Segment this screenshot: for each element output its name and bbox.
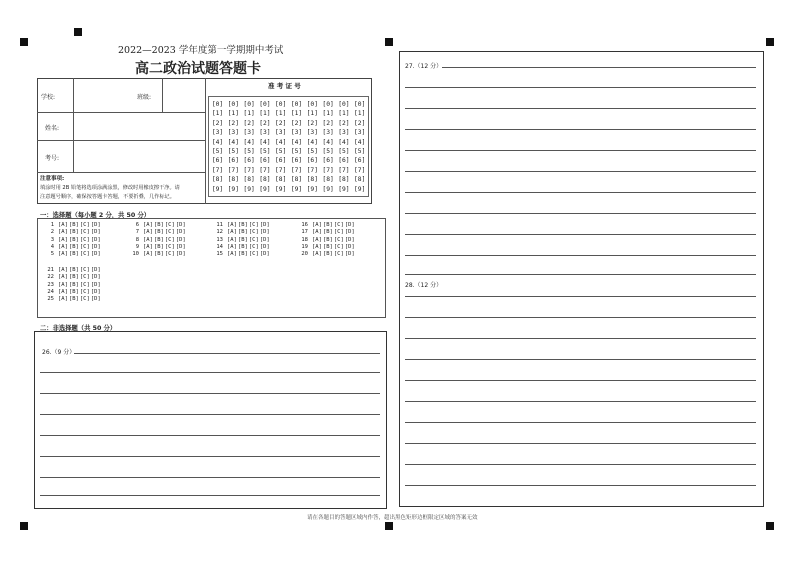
exam-id-digit-bubble[interactable]: [4]	[243, 138, 255, 146]
school-label: 学校:	[41, 94, 56, 101]
choice-row	[129, 222, 187, 229]
choice-bubble[interactable]: [B]	[153, 222, 164, 228]
exam-id-column	[226, 100, 241, 194]
choice-bubble[interactable]: [D]	[259, 222, 270, 228]
exam-id-digit-bubble[interactable]: [3]	[227, 129, 239, 137]
q27-q28-answer-box	[399, 51, 764, 507]
choice-bubble[interactable]: [A]	[312, 243, 322, 250]
exam-id-digit-bubble[interactable]: [6]	[259, 157, 271, 165]
choice-bubble[interactable]: [B]	[237, 236, 248, 243]
choice-bubble[interactable]: [D]	[344, 222, 355, 228]
exam-id-digit-bubble[interactable]: [3]	[243, 129, 255, 137]
choice-row	[213, 237, 271, 244]
choice-row	[213, 229, 271, 236]
choice-bubble[interactable]: [C]	[333, 243, 344, 250]
school-field[interactable]	[75, 80, 135, 110]
choice-row	[129, 251, 187, 258]
exam-id-digit-bubble[interactable]: [5]	[243, 148, 255, 156]
choice-bubble[interactable]: [D]	[90, 229, 101, 236]
exam-id-digit-bubble[interactable]: [8]	[243, 176, 255, 184]
choice-bubble[interactable]: [D]	[175, 222, 186, 228]
question-number: 7	[135, 229, 139, 236]
choice-bubble[interactable]: [A]	[58, 288, 68, 295]
choice-bubble[interactable]: [C]	[164, 243, 175, 250]
exam-id-digit-bubble[interactable]: [3]	[354, 129, 366, 137]
choice-bubble[interactable]: [D]	[90, 222, 101, 228]
exam-id-digit-bubble[interactable]: [8]	[259, 176, 271, 184]
exam-id-digit-bubble[interactable]: [9]	[259, 185, 271, 193]
notice-line: 填涂时用 2B 铅笔将选项涂满涂黑，修改时用橡皮擦干净。请	[40, 185, 180, 191]
question-number: 14	[216, 243, 223, 250]
choice-bubble[interactable]: [A]	[227, 229, 237, 236]
choice-bubble[interactable]: [D]	[90, 251, 101, 258]
choice-bubble[interactable]: [A]	[312, 251, 322, 258]
choice-row	[129, 237, 187, 244]
choice-bubble[interactable]: [B]	[153, 251, 164, 258]
exam-id-digit-bubble[interactable]: [0]	[227, 101, 239, 108]
exam-id-digit-bubble[interactable]: [4]	[211, 138, 224, 146]
choice-bubble[interactable]: [A]	[143, 236, 153, 243]
exam-id-digit-bubble[interactable]: [3]	[306, 129, 318, 137]
choice-bubble[interactable]: [C]	[333, 251, 344, 258]
exam-id-digit-bubble[interactable]: [3]	[275, 129, 287, 137]
exam-id-digit-bubble[interactable]: [9]	[354, 185, 366, 193]
choice-bubble[interactable]: [D]	[90, 236, 101, 243]
class-field[interactable]	[164, 80, 202, 110]
exam-id-digit-bubble[interactable]: [3]	[322, 129, 334, 137]
exam-id-digit-bubble[interactable]: [4]	[354, 138, 366, 146]
exam-id-digit-bubble[interactable]: [2]	[322, 119, 334, 127]
exam-id-digit-bubble[interactable]: [8]	[211, 176, 224, 184]
question-number: 25	[47, 296, 54, 303]
footer-note: 请在各题目的答题区域内作答，超出黑色矩形边框限定区域的答案无效	[307, 515, 478, 521]
alignment-mark	[74, 28, 82, 36]
choice-bubble[interactable]: [B]	[322, 236, 333, 243]
choice-bubble[interactable]: [C]	[79, 222, 90, 228]
exam-id-digit-bubble[interactable]: [0]	[290, 101, 303, 108]
exam-number-field[interactable]	[75, 142, 203, 170]
choice-bubble[interactable]: [D]	[90, 274, 101, 281]
exam-id-digit-bubble[interactable]: [9]	[275, 185, 287, 193]
choice-group	[44, 222, 102, 258]
exam-id-digit-bubble[interactable]: [8]	[338, 176, 350, 184]
choice-bubble[interactable]: [B]	[153, 243, 164, 250]
choice-bubble[interactable]: [C]	[79, 274, 90, 281]
exam-id-digit-bubble[interactable]: [7]	[259, 166, 271, 174]
exam-id-digit-bubble[interactable]: [6]	[227, 157, 239, 165]
alignment-mark	[766, 38, 774, 46]
choice-bubble[interactable]: [C]	[79, 229, 90, 236]
choice-bubble[interactable]: [A]	[58, 229, 68, 236]
question-number: 5	[50, 251, 54, 258]
choice-row	[44, 289, 102, 296]
choice-bubble[interactable]: [D]	[90, 243, 101, 250]
choice-bubble[interactable]: [B]	[322, 222, 333, 228]
question-number: 13	[216, 236, 223, 243]
exam-id-digit-bubble[interactable]: [0]	[338, 101, 350, 108]
exam-id-digit-bubble[interactable]: [7]	[227, 166, 239, 174]
class-label: 班级:	[137, 94, 152, 101]
choice-row	[44, 251, 102, 258]
q26-first-line	[74, 353, 380, 354]
question-number: 17	[301, 229, 308, 236]
exam-id-digit-bubble[interactable]: [4]	[306, 138, 318, 146]
choice-bubble[interactable]: [C]	[333, 222, 344, 228]
choice-bubble[interactable]: [D]	[344, 236, 355, 243]
exam-id-digit-bubble[interactable]: [7]	[306, 166, 318, 174]
choice-bubble[interactable]: [B]	[68, 267, 79, 273]
choice-bubble[interactable]: [B]	[322, 251, 333, 258]
choice-bubble[interactable]: [A]	[58, 243, 68, 250]
exam-id-digit-bubble[interactable]: [9]	[322, 185, 334, 193]
notice-line: 注意题号顺序，確保按答题卡答题，不要折叠，几作标记。	[40, 194, 175, 200]
question-number: 24	[47, 288, 54, 295]
choice-bubble[interactable]: [B]	[68, 281, 79, 288]
question-number: 22	[47, 274, 54, 281]
choice-bubble[interactable]: [A]	[227, 222, 237, 228]
exam-id-digit-bubble[interactable]: [1]	[275, 110, 287, 118]
exam-id-digit-bubble[interactable]: [4]	[290, 138, 303, 146]
choice-bubble[interactable]: [D]	[90, 267, 101, 273]
choice-row	[44, 296, 102, 303]
choice-bubble[interactable]: [D]	[259, 236, 270, 243]
exam-id-digit-bubble[interactable]: [9]	[227, 185, 239, 193]
name-label: 姓名:	[45, 125, 60, 132]
exam-id-digit-bubble[interactable]: [9]	[306, 185, 318, 193]
choice-bubble[interactable]: [B]	[68, 229, 79, 236]
alignment-mark	[766, 522, 774, 530]
exam-id-digit-bubble[interactable]: [6]	[290, 157, 303, 165]
choice-row	[129, 244, 187, 251]
choice-bubble[interactable]: [A]	[58, 222, 68, 228]
exam-id-digit-bubble[interactable]: [7]	[243, 166, 255, 174]
exam-id-digit-bubble[interactable]: [1]	[227, 110, 239, 118]
exam-id-digit-bubble[interactable]: [8]	[354, 176, 366, 184]
choice-row	[44, 237, 102, 244]
choice-bubble[interactable]: [C]	[79, 296, 90, 303]
choice-bubble[interactable]: [C]	[248, 251, 259, 258]
choice-row	[298, 229, 356, 236]
choice-bubble[interactable]: [A]	[227, 236, 237, 243]
exam-id-digit-bubble[interactable]: [1]	[290, 110, 303, 118]
section2-title: 二：非选择题（共 50 分）	[40, 325, 117, 332]
exam-id-digit-bubble[interactable]: [4]	[227, 138, 239, 146]
q28-label: 28.（12 分）	[405, 282, 443, 289]
question-number: 12	[216, 229, 223, 236]
choice-bubble[interactable]: [B]	[153, 229, 164, 236]
exam-id-digit-bubble[interactable]: [1]	[243, 110, 255, 118]
exam-id-digit-bubble[interactable]: [4]	[275, 138, 287, 146]
choice-bubble[interactable]: [A]	[227, 251, 237, 258]
exam-id-digit-bubble[interactable]: [0]	[211, 101, 224, 108]
page-title: 高二政治试题答题卡	[135, 61, 261, 77]
choice-row	[213, 244, 271, 251]
choice-bubble[interactable]: [D]	[90, 288, 101, 295]
exam-id-digit-bubble[interactable]: [2]	[243, 119, 255, 127]
exam-id-digit-bubble[interactable]: [4]	[338, 138, 350, 146]
exam-id-digit-bubble[interactable]: [7]	[322, 166, 334, 174]
exam-id-digit-bubble[interactable]: [5]	[259, 148, 271, 156]
exam-id-digit-bubble[interactable]: [6]	[211, 157, 224, 165]
choice-bubble[interactable]: [C]	[248, 243, 259, 250]
q26-label: 26.（9 分）	[42, 349, 76, 356]
alignment-mark	[20, 522, 28, 530]
exam-id-column	[242, 100, 257, 194]
exam-id-digit-bubble[interactable]: [1]	[354, 110, 366, 118]
choice-group	[298, 222, 356, 258]
choice-bubble[interactable]: [A]	[58, 267, 68, 273]
question-number: 20	[301, 251, 308, 258]
choice-bubble[interactable]: [B]	[68, 274, 79, 281]
choice-bubble[interactable]: [C]	[164, 236, 175, 243]
exam-id-digit-bubble[interactable]: [0]	[243, 101, 255, 108]
choice-bubble[interactable]: [A]	[58, 281, 68, 288]
exam-id-column	[273, 100, 288, 194]
choice-bubble[interactable]: [B]	[68, 251, 79, 258]
choice-bubble[interactable]: [D]	[344, 229, 355, 236]
alignment-mark	[20, 38, 28, 46]
alignment-mark	[385, 38, 393, 46]
choice-bubble[interactable]: [A]	[58, 236, 68, 243]
choice-bubble[interactable]: [A]	[227, 243, 237, 250]
exam-id-digit-bubble[interactable]: [1]	[338, 110, 350, 118]
choice-bubble[interactable]: [B]	[237, 243, 248, 250]
question-number: 21	[47, 267, 54, 273]
exam-id-column	[257, 100, 272, 194]
exam-id-digit-bubble[interactable]: [5]	[322, 148, 334, 156]
exam-id-digit-bubble[interactable]: [3]	[338, 129, 350, 137]
exam-id-column	[210, 100, 225, 194]
choice-bubble[interactable]: [A]	[58, 274, 68, 281]
choice-bubble[interactable]: [A]	[312, 236, 322, 243]
question-number: 23	[47, 281, 54, 288]
exam-id-digit-bubble[interactable]: [6]	[354, 157, 366, 165]
choice-bubble[interactable]: [D]	[259, 243, 270, 250]
choice-bubble[interactable]: [C]	[248, 222, 259, 228]
exam-id-digit-bubble[interactable]: [9]	[211, 185, 224, 193]
choice-row	[298, 237, 356, 244]
question-number: 3	[50, 236, 54, 243]
choice-row	[44, 229, 102, 236]
exam-id-digit-bubble[interactable]: [8]	[306, 176, 318, 184]
choice-bubble[interactable]: [A]	[58, 296, 68, 303]
exam-id-digit-bubble[interactable]: [9]	[290, 185, 303, 193]
choice-bubble[interactable]: [C]	[248, 229, 259, 236]
exam-id-column	[289, 100, 304, 194]
question-number: 4	[50, 243, 54, 250]
choice-bubble[interactable]: [C]	[164, 251, 175, 258]
exam-id-digit-bubble[interactable]: [8]	[227, 176, 239, 184]
choice-bubble[interactable]: [A]	[58, 251, 68, 258]
choice-bubble[interactable]: [B]	[68, 296, 79, 303]
question-number: 6	[135, 222, 139, 228]
choice-bubble[interactable]: [D]	[175, 236, 186, 243]
choice-bubble[interactable]: [A]	[312, 229, 322, 236]
exam-id-digit-bubble[interactable]: [7]	[211, 166, 224, 174]
choice-bubble[interactable]: [C]	[333, 236, 344, 243]
exam-id-column	[336, 100, 351, 194]
exam-id-digit-bubble[interactable]: [1]	[259, 110, 271, 118]
exam-id-digit-bubble[interactable]: [2]	[306, 119, 318, 127]
choice-bubble[interactable]: [D]	[259, 251, 270, 258]
choice-bubble[interactable]: [B]	[237, 251, 248, 258]
exam-id-digit-bubble[interactable]: [5]	[275, 148, 287, 156]
exam-id-digit-bubble[interactable]: [4]	[322, 138, 334, 146]
choice-bubble[interactable]: [A]	[143, 229, 153, 236]
choice-bubble[interactable]: [C]	[79, 281, 90, 288]
choice-row	[44, 222, 102, 229]
exam-id-digit-bubble[interactable]: [1]	[306, 110, 318, 118]
choice-bubble[interactable]: [A]	[143, 243, 153, 250]
choice-bubble[interactable]: [B]	[237, 222, 248, 228]
exam-id-digit-bubble[interactable]: [8]	[275, 176, 287, 184]
choice-bubble[interactable]: [D]	[175, 243, 186, 250]
exam-id-digit-bubble[interactable]: [0]	[259, 101, 271, 108]
exam-id-digit-bubble[interactable]: [8]	[290, 176, 303, 184]
choice-bubble[interactable]: [A]	[143, 251, 153, 258]
choice-bubble[interactable]: [D]	[344, 251, 355, 258]
exam-id-digit-bubble[interactable]: [6]	[243, 157, 255, 165]
choice-bubble[interactable]: [B]	[153, 236, 164, 243]
exam-id-digit-bubble[interactable]: [2]	[259, 119, 271, 127]
choice-group	[213, 222, 271, 258]
choice-bubble[interactable]: [C]	[79, 288, 90, 295]
exam-id-digit-bubble[interactable]: [5]	[227, 148, 239, 156]
exam-id-digit-bubble[interactable]: [0]	[354, 101, 366, 108]
choice-bubble[interactable]: [B]	[68, 222, 79, 228]
exam-id-digit-bubble[interactable]: [6]	[275, 157, 287, 165]
exam-id-digit-bubble[interactable]: [2]	[354, 119, 366, 127]
exam-id-digit-bubble[interactable]: [9]	[338, 185, 350, 193]
choice-bubble[interactable]: [D]	[90, 296, 101, 303]
exam-id-digit-bubble[interactable]: [7]	[290, 166, 303, 174]
exam-id-digit-bubble[interactable]: [5]	[354, 148, 366, 156]
exam-id-digit-bubble[interactable]: [4]	[259, 138, 271, 146]
q26-answer-box	[34, 331, 387, 509]
exam-id-digit-bubble[interactable]: [0]	[322, 101, 334, 108]
section1-title: 一：选择题（每小题 2 分，共 50 分）	[40, 212, 151, 219]
exam-id-digit-bubble[interactable]: [1]	[322, 110, 334, 118]
question-number: 18	[301, 236, 308, 243]
exam-id-digit-bubble[interactable]: [2]	[275, 119, 287, 127]
question-number: 10	[132, 251, 139, 258]
exam-id-digit-bubble[interactable]: [3]	[290, 129, 303, 137]
choice-group	[129, 222, 187, 258]
choice-bubble[interactable]: [B]	[68, 236, 79, 243]
exam-id-digit-bubble[interactable]: [0]	[275, 101, 287, 108]
choice-row	[298, 251, 356, 258]
choice-bubble[interactable]: [A]	[312, 222, 322, 228]
exam-id-digit-bubble[interactable]: [0]	[306, 101, 318, 108]
choice-bubble[interactable]: [D]	[344, 243, 355, 250]
exam-id-digit-bubble[interactable]: [6]	[322, 157, 334, 165]
exam-id-digit-bubble[interactable]: [1]	[211, 110, 224, 118]
choice-bubble[interactable]: [C]	[79, 267, 90, 273]
choice-bubble[interactable]: [D]	[259, 229, 270, 236]
exam-id-digit-bubble[interactable]: [5]	[338, 148, 350, 156]
question-number: 15	[216, 251, 223, 258]
question-number: 11	[216, 222, 223, 228]
choice-bubble[interactable]: [C]	[79, 236, 90, 243]
exam-id-digit-bubble[interactable]: [2]	[227, 119, 239, 127]
exam-id-digit-bubble[interactable]: [8]	[322, 176, 334, 184]
choice-row	[213, 251, 271, 258]
question-number: 16	[301, 222, 308, 228]
question-number: 2	[50, 229, 54, 236]
choice-row	[129, 229, 187, 236]
choice-bubble[interactable]: [D]	[175, 229, 186, 236]
name-field[interactable]	[75, 114, 203, 139]
exam-id-digit-bubble[interactable]: [2]	[338, 119, 350, 127]
question-number: 8	[135, 236, 139, 243]
exam-id-digit-bubble[interactable]: [7]	[338, 166, 350, 174]
exam-id-digit-bubble[interactable]: [7]	[354, 166, 366, 174]
exam-id-digit-bubble[interactable]: [6]	[338, 157, 350, 165]
choice-bubble[interactable]: [C]	[164, 229, 175, 236]
choice-bubble[interactable]: [C]	[164, 222, 175, 228]
choice-bubble[interactable]: [B]	[68, 243, 79, 250]
choice-bubble[interactable]: [B]	[322, 229, 333, 236]
q27-label: 27.（12 分）	[405, 63, 443, 70]
exam-id-digit-bubble[interactable]: [5]	[290, 148, 303, 156]
choice-row	[298, 222, 356, 229]
choice-bubble[interactable]: [B]	[68, 288, 79, 295]
alignment-mark	[385, 522, 393, 530]
question-number: 19	[301, 243, 308, 250]
exam-id-digit-bubble[interactable]: [2]	[211, 119, 224, 127]
exam-id-digit-bubble[interactable]: [2]	[290, 119, 303, 127]
choice-bubble[interactable]: [C]	[248, 236, 259, 243]
exam-id-column	[305, 100, 320, 194]
question-number: 1	[50, 222, 54, 228]
exam-year-title: 2022—2023 学年度第一学期期中考试	[118, 45, 284, 56]
exam-id-title: 准 考 证 号	[268, 82, 301, 90]
choice-bubble[interactable]: [C]	[79, 243, 90, 250]
question-number: 9	[135, 243, 139, 250]
exam-id-digit-bubble[interactable]: [7]	[275, 166, 287, 174]
exam-number-label: 考号:	[45, 155, 60, 162]
choice-row	[298, 244, 356, 251]
exam-id-digit-bubble[interactable]: [6]	[306, 157, 318, 165]
exam-id-digit-bubble[interactable]: [9]	[243, 185, 255, 193]
exam-id-column	[352, 100, 367, 194]
choice-row	[44, 282, 102, 289]
exam-id-digit-bubble[interactable]: [5]	[306, 148, 318, 156]
choice-row	[44, 267, 102, 274]
choice-row	[44, 274, 102, 281]
exam-id-column	[321, 100, 336, 194]
choice-bubble[interactable]: [B]	[322, 243, 333, 250]
choice-bubble[interactable]: [C]	[79, 251, 90, 258]
choice-bubble[interactable]: [D]	[90, 281, 101, 288]
notice-title: 注意事项:	[40, 176, 65, 182]
choice-group	[44, 267, 102, 303]
choice-row	[213, 222, 271, 229]
choice-bubble[interactable]: [C]	[333, 229, 344, 236]
choice-row	[44, 244, 102, 251]
choice-bubble[interactable]: [D]	[175, 251, 186, 258]
exam-id-digit-bubble[interactable]: [5]	[211, 148, 224, 156]
choice-bubble[interactable]: [B]	[237, 229, 248, 236]
exam-id-digit-bubble[interactable]: [3]	[211, 129, 224, 137]
exam-id-digit-bubble[interactable]: [3]	[259, 129, 271, 137]
choice-bubble[interactable]: [A]	[143, 222, 153, 228]
